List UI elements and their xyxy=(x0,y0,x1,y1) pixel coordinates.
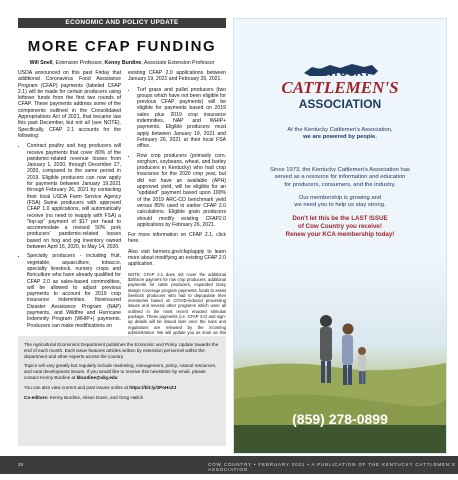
child-leg-icon xyxy=(359,371,362,384)
info-text: Topics will vary greatly but regularly include marketing, management, policy, natural resources, and rural development issues. If you would like to receive this newsletter by email, please contact Kenny Burdine at xyxy=(24,363,217,380)
contact-email[interactable]: kburdine@uky.edu xyxy=(76,374,118,380)
section-header: ECONOMIC AND POLICY UPDATE xyxy=(18,18,226,28)
person-body-icon xyxy=(320,327,332,361)
membership-line-1: Our membership is growing and xyxy=(298,195,382,201)
tagline-line-2: we are powered by people. xyxy=(303,134,377,141)
author-1-role: , Extension Professor, xyxy=(52,60,105,66)
logo-line-3: ASSOCIATION xyxy=(298,97,382,111)
child-leg-icon xyxy=(363,371,366,384)
cta-line-2: of Cow Country you receive! xyxy=(298,222,382,230)
person-leg-icon xyxy=(327,361,331,383)
co-editors-label: Co-editors: xyxy=(24,394,50,400)
ad-tagline xyxy=(244,127,436,142)
bullet-row-crop: • Row crop producers (primarily corn, sorghum, soybeans, wheat, and barley producers in Kentucky) who had crop insurance for the 2020 crop year, but did not have an available (APH) approved yield, will be eligible for an "updated" payment based upon 100% of the 2019 ARC-CO benchmark yield versus 85% used in earlier CFAP 2.0 calculations. Eligible grain producers should modify existing CFAP2.0 applications by February 26, 2021. xyxy=(137,153,226,229)
continued-text: existing CFAP 2.0 applications between January 19, 2021 and February 26, 2021. xyxy=(128,70,226,83)
bullet-list-2 xyxy=(128,87,226,229)
bullet-specialty-producers: • Specialty producers - including fruit, vegetable, aquaculture, tobacco, specialty livestock, nursery crops and floriculture who have already qualified for CFAP 2.0 as sales-based commodities, will be allowed to adjust previous payments to account for 2019 crop insurance indemnities, Noninsured Disaster Assistance Program (NAP) payments, and Wildfire and Hurricane Indemnity Program (WHIP+) payments. Producers can make modifications on xyxy=(27,253,121,329)
person-head-icon xyxy=(320,315,332,327)
author-2: Kenny Burdine xyxy=(104,60,142,66)
newsletter-info-box xyxy=(18,336,226,446)
info-paragraph-2 xyxy=(24,363,220,380)
person-leg-icon xyxy=(348,365,352,385)
logo-line-1: KENTUCKY xyxy=(309,67,371,79)
child-head-icon xyxy=(358,347,366,355)
author-1: Will Snell xyxy=(29,60,53,66)
person-leg-icon xyxy=(343,365,347,385)
cta-line-1: Don't let this be the LAST ISSUE xyxy=(292,215,388,222)
person-body-icon xyxy=(342,335,353,365)
person-leg-icon xyxy=(321,361,325,383)
history-line-1: Since 1973, the Kentucky Cattlemen's Association has xyxy=(270,167,410,173)
article-title: MORE CFAP FUNDING xyxy=(27,38,217,55)
kca-logo xyxy=(244,59,436,111)
bullet-list-1 xyxy=(18,143,121,329)
page-number: 28 xyxy=(18,462,24,467)
page-footer xyxy=(0,456,458,474)
info-paragraph-1: The Agricultural Economics Department publishes the Economic and Policy Update towards the end of each month. Each issue features articles written by extension personnel within the department and other experts across the country. xyxy=(24,342,219,359)
issues-link[interactable]: https://bit.ly/2PoHsZJ xyxy=(129,384,177,390)
person-head-icon xyxy=(343,324,354,335)
tagline-line-1: At the Kentucky Cattlemen's Association, xyxy=(287,127,393,133)
article-column-1 xyxy=(18,70,121,333)
info-paragraph-4 xyxy=(24,395,220,401)
publication-line: COW COUNTRY • FEBRUARY 2021 • A PUBLICATION OF THE KENTUCKY CATTLEMEN'S ASSOCIATION xyxy=(208,462,456,472)
history-line-2: served as a resource for information and education xyxy=(274,174,406,181)
membership-line-2: we need you to help us stay strong. xyxy=(294,202,386,209)
ad-call-to-action xyxy=(244,215,436,238)
logo-line-2: CATTLEMEN'S xyxy=(281,78,399,97)
info-text: You can also view current and past issues online at xyxy=(24,384,130,390)
farmers-gov-text[interactable]: Also visit farmers.gov/cfap/apply to learn more about modifying an existing CFAP 2.0 application. xyxy=(128,248,226,268)
co-editors-names: Kenny Burdine, Alison Davis, and Greg Halich xyxy=(49,394,144,400)
phone-banner xyxy=(234,425,446,453)
bullet-turf-pullet: • Turf grass and pullet producers (two groups which have not been eligible for previous CFAP payments) will be eligible for payments based on 2019 sales plus 2019 crop insurance indemnities, NAP and WHIP+ payments. Eligible producers must apply between January 19, 2021 and February 26, 2021 at their local FSA office. xyxy=(137,87,226,150)
article-column-2 xyxy=(128,70,226,344)
bullet-contract-poultry-hog: • Contract poultry and hog producers will receive payments that cover 80% of the pandemic-related revenue losses from January 1, 2020, through December 27, 2020, compared to the same period in 2019. Eligible producers can now apply for payments between January 19,2021 through February 26, 2021 by contacting their local USDA Farm Service Agency (FSA) Swine producers with approved CFAP 1.0 applications, will automatically receive (no need to reapply with FSA) a "top-up" payment of $17 per head to accommodate a revised 50% pork producers' pandemic-related losses based on hog and pig inventory owned between April 16, 2020, to May 14, 2020. xyxy=(27,143,121,250)
ad-history xyxy=(244,167,436,189)
history-line-3: for producers, consumers, and the industry. xyxy=(284,181,396,188)
author-2-role: , Associate Extension Professor xyxy=(141,60,215,66)
ad-membership xyxy=(244,195,436,210)
more-info-link-text[interactable]: For more information on CFAP 2.1, click here. xyxy=(128,232,226,245)
byline xyxy=(18,60,226,66)
info-paragraph-3 xyxy=(24,385,220,391)
note-paragraph: NOTE: CFAP 2.1 does not cover the additional $20/acre payment for row crop producers, additional payments for cattle producers, expanded Dairy Margin Coverage program payments, funds to assist livestock producers who had to depopulate their inventories based on COVID-induced processing issues and several other programs which were all outlined in the most recent enacted stimulus package. These payments (i.e. CFAP 3.0) and sign-up details will be issued later once the rules and regulations are released by the incoming administration. We will update you as soon as this xyxy=(128,271,226,335)
cta-line-3: Renew your KCA membership today! xyxy=(285,230,395,238)
kca-advertisement xyxy=(233,18,447,454)
child-body-icon xyxy=(358,355,366,371)
intro-paragraph: USDA announced on this past Friday that additional Coronavirus Food Assistance Program (CFAP) payments (labeled CFAP 2.1) will be made for certain producers using leftover funds from the first two rounds of CFAP. These payments address some of the components outlined in the Consolidated Appropriations Act of 2021, that became law this past December, but not all (see NOTE). Specifically, CFAP 2.1 accounts for the following: xyxy=(18,70,121,139)
phone-number[interactable]: (859) 278-0899 xyxy=(292,411,388,427)
